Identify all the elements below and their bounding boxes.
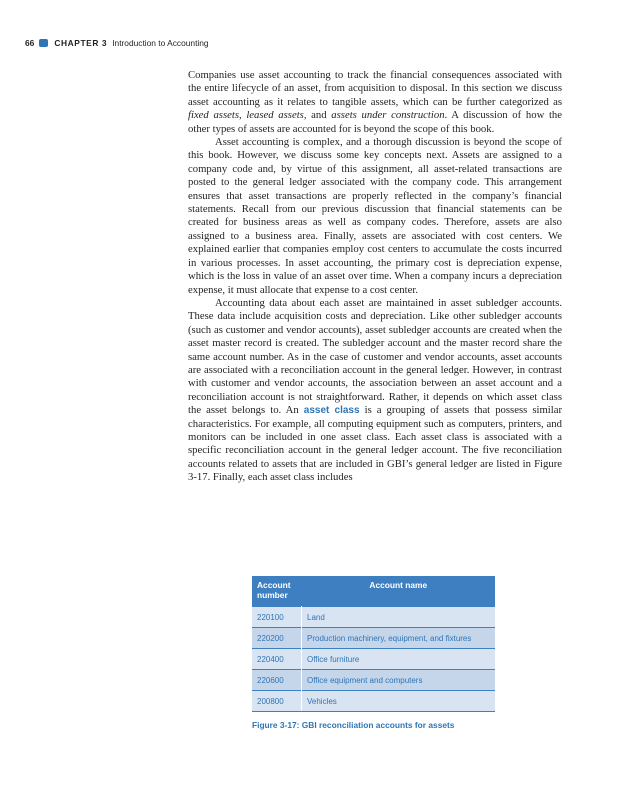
- account-name-cell: Office equipment and computers: [302, 670, 496, 691]
- term-fixed-assets: fixed assets: [188, 109, 239, 122]
- keyword-asset-class: asset class: [303, 405, 360, 417]
- account-number-cell: 220200: [252, 628, 302, 649]
- account-number-cell: 220100: [252, 607, 302, 628]
- header-account-number: Account number: [252, 576, 302, 607]
- table-row: [252, 649, 495, 670]
- account-number-cell: 220600: [252, 670, 302, 691]
- reconciliation-accounts-table: [252, 576, 495, 712]
- account-name-cell: Vehicles: [302, 691, 496, 712]
- paragraph-3-text-a: Accounting data about each asset are maintained in asset subledger accounts. These data include acquisition costs and depreciation. Like other subledger accounts (such as customer and vendor accounts), asset subledger accounts are created when the asset master record is created. The subledger account and the master record share the same account number. As in the case of customer and vendor accounts, asset accounts are associated with a reconciliation account in the general ledger. However, in contrast with customer and vendor accounts, the association between an asset account and a reconciliation account is not straightforward. Rather, it depends on which asset class the asset belongs to. An: [188, 296, 562, 417]
- account-name-cell: Land: [302, 607, 496, 628]
- page-number: 66: [25, 38, 35, 48]
- header-account-name: Account name: [302, 576, 496, 607]
- table-row: [252, 670, 495, 691]
- table-row: [252, 691, 495, 712]
- paragraph-1-text-d: . A discussion of how the other types of assets are accounted for is beyond the scope of this book.: [188, 109, 563, 135]
- account-name-cell: Office furniture: [302, 649, 496, 670]
- header-square-icon: [39, 39, 48, 47]
- paragraph-3: [188, 297, 562, 485]
- table-row: [252, 607, 495, 628]
- account-number-cell: 200800: [252, 691, 302, 712]
- figure-caption: Figure 3-17: GBI reconciliation accounts for assets: [252, 720, 455, 730]
- table-row: [252, 628, 495, 649]
- chapter-label: CHAPTER 3: [54, 38, 108, 48]
- figure-3-17: [252, 576, 495, 730]
- term-assets-under-construction: assets under construction: [331, 109, 445, 122]
- running-header: [25, 38, 209, 48]
- paragraph-1-text-b: ,: [238, 109, 247, 122]
- account-number-cell: 220400: [252, 649, 302, 670]
- paragraph-1-text-a: Companies use asset accounting to track the financial consequences associated with the entire lifecycle of an asset, from acquisition to disposal. In this section we discuss asset accounting as it relates to tangible assets, which can be further categorized as: [188, 69, 562, 108]
- paragraph-1-text-c: , and: [303, 109, 332, 122]
- paragraph-2: Asset accounting is complex, and a thorough discussion is beyond the scope of this book. However, we discuss some key concepts next. Assets are assigned to a company code and, by virtue of this assignment, all asset-related transactions are posted to the general ledger associated with the company code. This arrangement ensures that asset transactions are properly reflected in the company’s financial statements. Recall from our previous discussion that financial statements can be created for business areas as well as company codes. Therefore, assets are also assigned to a business area. Finally, assets are associated with cost centers. We explained earlier that companies employ cost centers to accumulate the costs incurred in various processes. In asset accounting, the primary cost is depreciation expense, which is the loss in value of an asset over time. When a company incurs a depreciation expense, it must allocate that expense to a cost center.: [188, 136, 562, 296]
- paragraph-1: [188, 69, 562, 136]
- chapter-title: Introduction to Accounting: [112, 38, 209, 48]
- body-text: [188, 69, 562, 485]
- paragraph-3-text-b: is a grouping of assets that possess similar characteristics. For example, all computing equipment such as computers, printers, and monitors can be included in one asset class. Each asset class is associated with a specific reconciliation account in the general ledger account. The five reconciliation accounts related to assets that are included in GBI’s general ledger are listed in Figure 3-17. Finally, each asset class includes: [188, 404, 562, 484]
- table-header-row: [252, 576, 495, 607]
- term-leased-assets: leased assets: [246, 109, 304, 122]
- account-name-cell: Production machinery, equipment, and fixtures: [302, 628, 496, 649]
